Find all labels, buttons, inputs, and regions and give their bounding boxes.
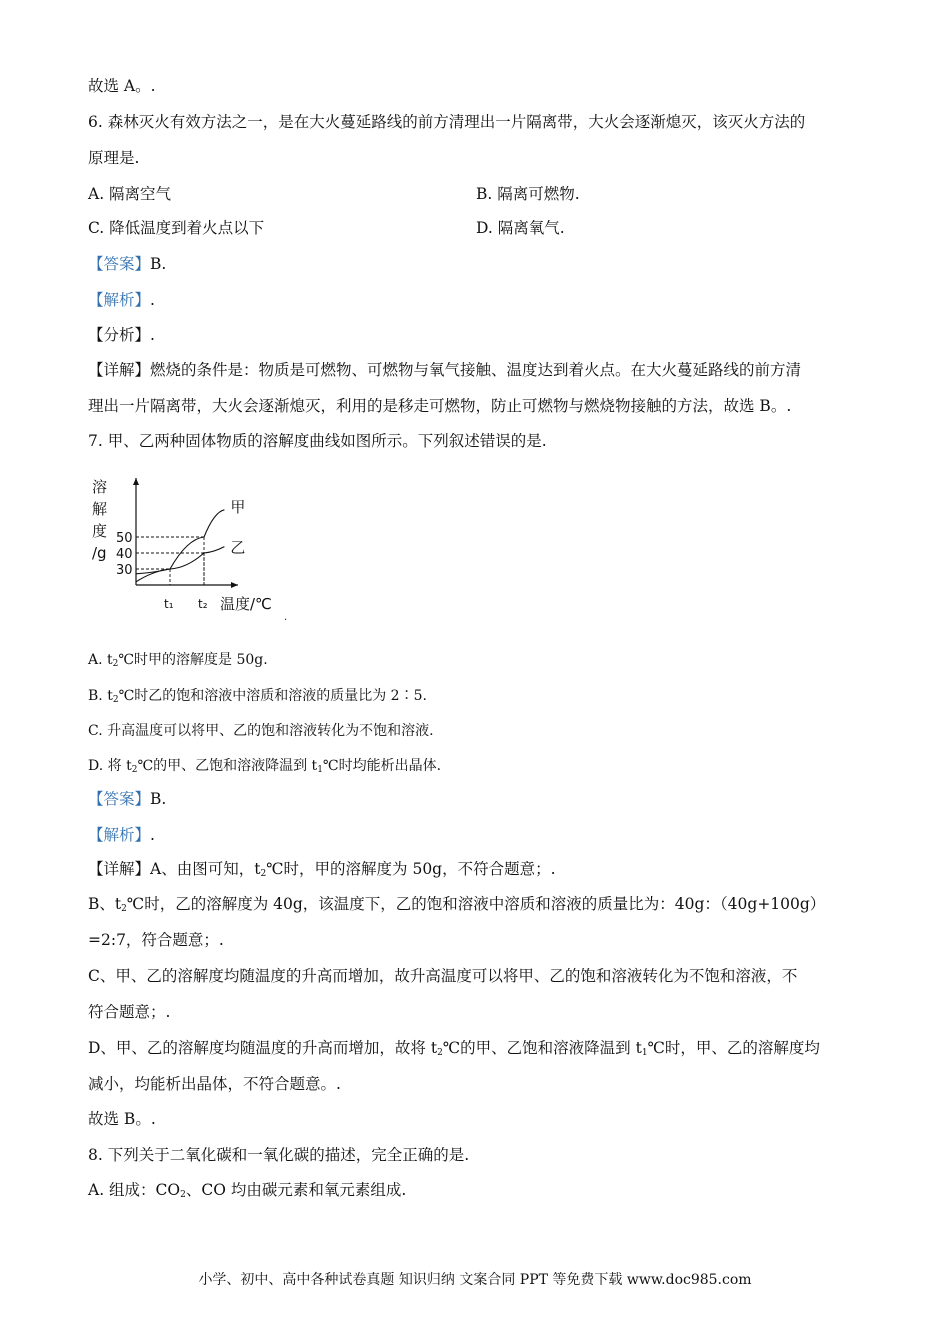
y-axis-arrow — [133, 478, 139, 485]
option-a-post: 、CO 均由碳元素和氧元素组成. — [185, 1181, 407, 1199]
q6-option-c: C. 降低温度到着火点以下 — [88, 219, 265, 237]
detail-a-sub: 2 — [260, 869, 267, 879]
q6-fenxi — [88, 325, 155, 345]
q7-detail-a — [88, 859, 556, 884]
series-line-甲 — [136, 510, 224, 582]
series-line-乙 — [136, 547, 224, 574]
detail-label: 【详解】 — [88, 860, 151, 878]
x-tick-label-2: t₂ — [198, 597, 208, 611]
y-axis-label-char: 溶 — [92, 478, 108, 496]
option-d-pre: D. 将 t — [88, 758, 132, 774]
detail-d-pre: D、甲、乙的溶解度均随温度的升高而增加，故将 t — [88, 1039, 438, 1057]
y-tick-label-50: 50 — [116, 531, 133, 546]
series-label-甲: 甲 — [230, 497, 246, 516]
option-d-sub1: 2 — [131, 765, 138, 775]
fenxi-value: . — [150, 326, 155, 344]
detail-d-sub1: 2 — [437, 1048, 443, 1058]
option-a-pre: A. 组成：CO — [88, 1181, 181, 1199]
solubility-chart — [88, 470, 298, 628]
q6-option-d: D. 隔离氧气. — [476, 219, 565, 237]
q8-option-a — [88, 1180, 406, 1205]
option-d-mid: ℃的甲、乙饱和溶液降温到 t — [137, 758, 318, 774]
q7-detail-c-line2: 符合题意；. — [88, 1003, 171, 1021]
q7-analysis — [88, 825, 155, 845]
x-axis-label: 温度/℃ — [220, 595, 272, 613]
answer-label: 【答案】 — [88, 790, 151, 808]
q6-option-a: A. 隔离空气 — [88, 185, 172, 203]
fenxi-label: 【分析】 — [88, 326, 151, 344]
option-b-pre: B. t — [88, 688, 113, 704]
q8-stem: 8. 下列关于二氧化碳和一氧化碳的描述，完全正确的是. — [88, 1146, 470, 1164]
x-axis-arrow — [231, 582, 238, 588]
q5-conclusion: 故选 A。. — [88, 77, 156, 95]
q7-stem: 7. 甲、乙两种固体物质的溶解度曲线如图所示。下列叙述错误的是. — [88, 432, 547, 450]
q7-conclusion: 故选 B。. — [88, 1110, 156, 1128]
q7-detail-c-line1: C、甲、乙的溶解度均随温度的升高而增加，故升高温度可以将甲、乙的饱和溶液转化为不饱和溶液，不 — [88, 967, 798, 985]
q7-detail-d-line2: 减小，均能析出晶体，不符合题意。. — [88, 1075, 341, 1093]
q7-detail-b-line1 — [88, 894, 825, 919]
x-tick-label-1: t₁ — [164, 597, 174, 611]
detail-d-post: ℃时，甲、乙的溶解度均 — [647, 1039, 820, 1057]
figure-dot: . — [284, 612, 288, 623]
q6-answer — [88, 254, 166, 274]
detail-d-sub2: 1 — [641, 1048, 648, 1058]
option-a-sub: 2 — [112, 659, 119, 669]
y-axis-label-char: /g — [92, 544, 107, 562]
q6-analysis — [88, 290, 155, 310]
analysis-value: . — [150, 291, 155, 309]
option-d-post: ℃时均能析出晶体. — [322, 758, 442, 774]
option-b-sub: 2 — [112, 695, 119, 705]
option-a-pre: A. t — [88, 652, 113, 668]
analysis-label: 【解析】 — [88, 291, 151, 309]
q6-stem-line1: 6. 森林灭火有效方法之一，是在大火蔓延路线的前方清理出一片隔离带，大火会逐渐熄灭，该灭火方法的 — [88, 113, 806, 131]
detail-a-post: ℃时，甲的溶解度为 50g，不符合题意；. — [266, 860, 556, 878]
series-label-乙: 乙 — [230, 538, 246, 557]
q7-option-a — [88, 650, 268, 674]
y-tick-label-40: 40 — [116, 547, 133, 562]
q6-stem-line2: 原理是. — [88, 149, 140, 167]
analysis-label: 【解析】 — [88, 826, 151, 844]
answer-value: B. — [150, 255, 167, 273]
q7-answer — [88, 789, 166, 809]
answer-label: 【答案】 — [88, 255, 151, 273]
answer-value: B. — [150, 790, 167, 808]
option-a-sub: 2 — [180, 1190, 186, 1200]
detail-label: 【详解】 — [88, 361, 151, 379]
q7-detail-b-line2: =2:7，符合题意；. — [88, 931, 224, 949]
q7-option-c: C. 升高温度可以将甲、乙的饱和溶液转化为不饱和溶液. — [88, 723, 434, 739]
y-axis-label-char: 解 — [92, 500, 108, 518]
q7-option-d — [88, 756, 441, 780]
detail-b-sub: 2 — [121, 904, 127, 914]
y-tick-label-30: 30 — [116, 563, 133, 578]
q6-option-b: B. 隔离可燃物. — [476, 185, 580, 203]
detail-b-pre: B、t — [88, 895, 122, 913]
detail-a-pre: A、由图可知，t — [150, 860, 261, 878]
detail-d-mid: ℃的甲、乙饱和溶液降温到 t — [442, 1039, 642, 1057]
y-axis-label-char: 度 — [92, 522, 108, 540]
detail-b-post: ℃时，乙的溶解度为 40g，该温度下，乙的饱和溶液中溶质和溶液的质量比为：40g：（40g+100g） — [126, 895, 826, 913]
q6-detail-line2: 理出一片隔离带，大火会逐渐熄灭，利用的是移走可燃物，防止可燃物与燃烧物接触的方法，故选 B。. — [88, 397, 792, 415]
option-a-post: ℃时甲的溶解度是 50g. — [118, 652, 268, 668]
q7-detail-d-line1 — [88, 1038, 820, 1063]
option-b-post: ℃时乙的饱和溶液中溶质和溶液的质量比为 2∶5. — [118, 688, 427, 704]
q7-option-b — [88, 686, 427, 710]
option-d-sub2: 1 — [317, 765, 323, 775]
detail-text: 燃烧的条件是：物质是可燃物、可燃物与氧气接触、温度达到着火点。在大火蔓延路线的前方清 — [150, 361, 802, 379]
q6-detail-line1 — [88, 360, 801, 380]
page-footer: 小学、初中、高中各种试卷真题 知识归纳 文案合同 PPT 等免费下载 www.doc985.com — [198, 1272, 752, 1288]
analysis-value: . — [150, 826, 155, 844]
